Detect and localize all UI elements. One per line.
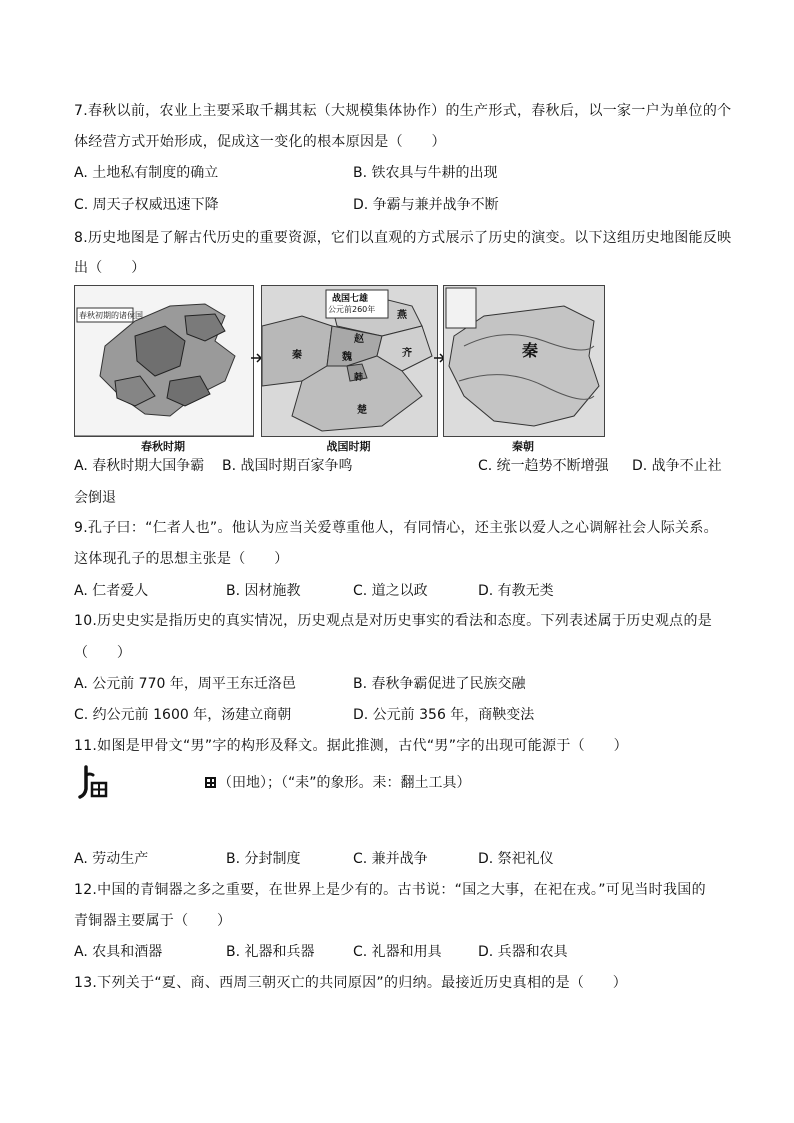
history-maps-figure bbox=[74, 285, 604, 457]
q12-option-a[interactable]: A. 农具和酒器 bbox=[74, 944, 163, 960]
q7-stem-line1: 7.春秋以前，农业上主要采取千耦其耘（大规模集体协作）的生产形式，春秋后，以一家一户为单位的个 bbox=[74, 103, 732, 119]
q11-option-c[interactable]: C. 兼并战争 bbox=[353, 851, 428, 867]
q12-stem-line1: 12.中国的青铜器之多之重要，在世界上是少有的。古书说：“国之大事，在祀在戎。”可见当时我国的 bbox=[74, 882, 706, 898]
map2-subtitle: 公元前260年 bbox=[328, 305, 376, 314]
q7-option-c[interactable]: C. 周天子权威迅速下降 bbox=[74, 197, 219, 213]
q11-option-a[interactable]: A. 劳动生产 bbox=[74, 851, 149, 867]
q7-stem-line2: 体经营方式开始形成，促成这一变化的根本原因是（ ） bbox=[74, 134, 446, 150]
oracle-bone-nan-glyph bbox=[76, 763, 110, 799]
q8-option-d-continued: 会倒退 bbox=[74, 490, 116, 506]
q8-stem-line1: 8.历史地图是了解古代历史的重要资源，它们以直观的方式展示了历史的演变。以下这组历史地图能反映 bbox=[74, 230, 732, 246]
q11-gloss-text: （田地）；（“耒”的象形。耒：翻土工具） bbox=[218, 775, 471, 791]
q8-stem-line2: 出（ ） bbox=[74, 260, 146, 276]
map2-label-han: 韩 bbox=[354, 373, 364, 383]
q7-option-b[interactable]: B. 铁农具与牛耕的出现 bbox=[353, 165, 498, 181]
q10-option-a[interactable]: A. 公元前 770 年，周平王东迁洛邑 bbox=[74, 676, 296, 692]
map2-label-qi: 齐 bbox=[402, 348, 412, 359]
map-qin-drawing bbox=[444, 286, 604, 436]
q9-option-d[interactable]: D. 有教无类 bbox=[478, 583, 554, 599]
q12-stem-line2: 青铜器主要属于（ ） bbox=[74, 913, 232, 929]
q12-option-b[interactable]: B. 礼器和兵器 bbox=[226, 944, 315, 960]
q8-option-c[interactable]: C. 统一趋势不断增强 bbox=[478, 458, 609, 474]
map-warring-states bbox=[261, 285, 438, 437]
map1-caption: 春秋时期 bbox=[141, 440, 185, 453]
map2-label-zhao: 赵 bbox=[354, 334, 364, 345]
q13-stem-line1: 13.下列关于“夏、商、西周三朝灭亡的共同原因”的归纳。最接近历史真相的是（ ） bbox=[74, 975, 628, 991]
map-qin-dynasty bbox=[443, 285, 605, 437]
map2-label-wei: 魏 bbox=[342, 352, 352, 363]
q11-gloss bbox=[205, 773, 471, 793]
map2-caption: 战国时期 bbox=[326, 440, 371, 453]
map3-caption: 秦朝 bbox=[512, 440, 534, 453]
q8-option-a[interactable]: A. 春秋时期大国争霸 bbox=[74, 458, 205, 474]
field-glyph-icon bbox=[205, 777, 216, 788]
q9-stem-line2: 这体现孔子的思想主张是（ ） bbox=[74, 551, 289, 567]
q10-stem-line2: （ ） bbox=[74, 645, 132, 661]
q10-option-c[interactable]: C. 约公元前 1600 年，汤建立商朝 bbox=[74, 707, 292, 723]
q8-option-d[interactable]: D. 战争不止社 bbox=[632, 458, 722, 474]
q11-option-b[interactable]: B. 分封制度 bbox=[226, 851, 301, 867]
q11-option-d[interactable]: D. 祭祀礼仪 bbox=[478, 851, 554, 867]
q12-option-d[interactable]: D. 兵器和农具 bbox=[478, 944, 568, 960]
map-spring-autumn bbox=[74, 285, 254, 437]
q7-option-a[interactable]: A. 土地私有制度的确立 bbox=[74, 165, 219, 181]
q9-option-c[interactable]: C. 道之以政 bbox=[353, 583, 428, 599]
map-spring-autumn-drawing bbox=[75, 286, 253, 436]
map3-label-qin: 秦 bbox=[522, 341, 539, 360]
q10-option-b[interactable]: B. 春秋争霸促进了民族交融 bbox=[353, 676, 526, 692]
map2-label-chu: 楚 bbox=[357, 405, 367, 416]
q9-stem-line1: 9.孔子曰：“仁者人也”。他认为应当关爱尊重他人，有同情心，还主张以爱人之心调解社会人际关系。 bbox=[74, 520, 718, 536]
q10-option-d[interactable]: D. 公元前 356 年，商鞅变法 bbox=[353, 707, 535, 723]
q7-option-d[interactable]: D. 争霸与兼并战争不断 bbox=[353, 197, 499, 213]
q8-option-b[interactable]: B. 战国时期百家争鸣 bbox=[222, 458, 353, 474]
map2-title: 战国七雄 bbox=[332, 294, 369, 304]
q9-option-b[interactable]: B. 因材施教 bbox=[226, 583, 301, 599]
map1-title: 春秋初期的诸侯国 bbox=[79, 311, 143, 320]
q11-stem-line1: 11.如图是甲骨文“男”字的构形及释文。据此推测，古代“男”字的出现可能源于（ ） bbox=[74, 738, 628, 754]
map2-label-qin: 秦 bbox=[292, 350, 302, 361]
q10-stem-line1: 10.历史史实是指历史的真实情况，历史观点是对历史事实的看法和态度。下列表述属于历史观点的是 bbox=[74, 613, 713, 629]
q9-option-a[interactable]: A. 仁者爱人 bbox=[74, 583, 149, 599]
map2-label-yan: 燕 bbox=[397, 310, 407, 321]
q12-option-c[interactable]: C. 礼器和用具 bbox=[353, 944, 442, 960]
